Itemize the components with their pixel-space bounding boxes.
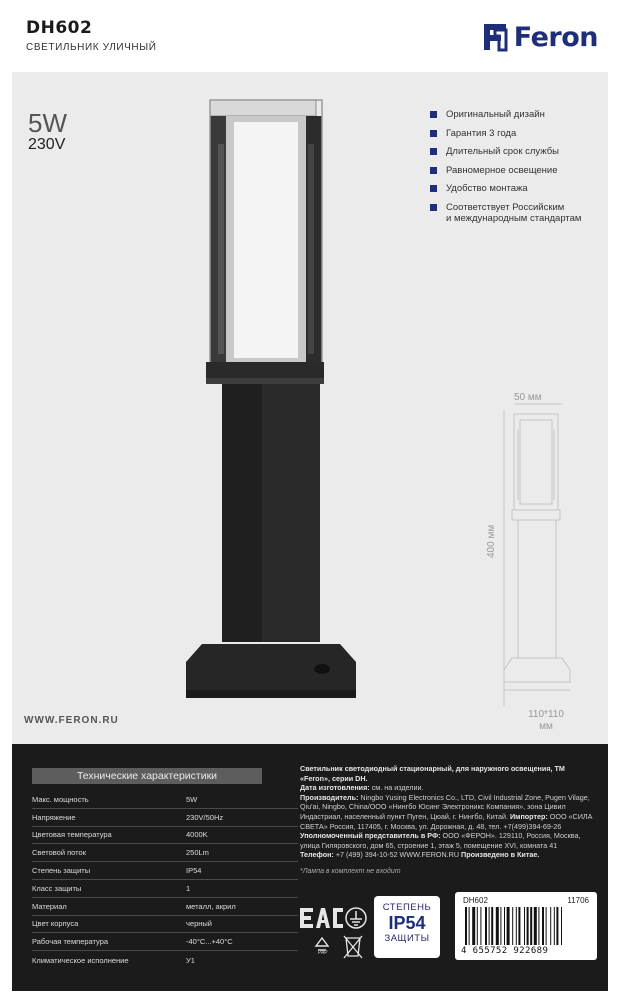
square-bullet-icon xyxy=(430,204,437,211)
bollard-lamp-image xyxy=(162,92,422,712)
spec-title: Технические характеристики xyxy=(32,768,262,784)
spec-row: Цветовая температура 4000K xyxy=(32,827,298,845)
barcode-label xyxy=(455,892,597,960)
barcode-number: 4 655752 922689 xyxy=(461,946,549,956)
barcode-model: DH602 xyxy=(463,896,488,905)
spec-table xyxy=(32,791,298,969)
wheelie-bin-crossed-icon xyxy=(344,936,362,958)
eac-mark-icon xyxy=(300,908,343,928)
barcode-image xyxy=(465,907,587,945)
brand-name: Feron xyxy=(513,21,598,53)
pap-label: PAP xyxy=(318,950,328,956)
spec-row: Напряжение 230V/50Hz xyxy=(32,809,298,827)
brand-logo xyxy=(481,20,598,54)
feature-item: Гарантия 3 года xyxy=(430,128,581,139)
feature-item: Соответствует Российским xyxy=(430,202,581,213)
square-bullet-icon xyxy=(430,130,437,137)
dimension-base: 110*110 мм xyxy=(528,709,564,732)
feature-list xyxy=(430,109,581,231)
dimension-drawing xyxy=(482,390,582,720)
website-link[interactable]: WWW.FERON.RU xyxy=(24,715,119,726)
dimension-height: 400 мм xyxy=(486,524,497,558)
feature-item: Оригинальный дизайн xyxy=(430,109,581,120)
spec-row: Климатическое исполнение У1 xyxy=(32,955,195,965)
feature-item-continued: и международным стандартам xyxy=(446,212,582,224)
spec-row: Рабочая температура -40°C...+40°C xyxy=(32,933,298,951)
product-panel xyxy=(12,72,608,744)
lamp-note: *Лампа в комплект не входит xyxy=(300,868,401,875)
model-title: DH602 xyxy=(26,18,93,38)
square-bullet-icon xyxy=(430,185,437,192)
spec-row: Цвет корпуса черный xyxy=(32,916,298,934)
product-subtitle: СВЕТИЛЬНИК УЛИЧНЫЙ xyxy=(26,42,157,53)
recycling-icon xyxy=(316,938,328,950)
dimension-width: 50 мм xyxy=(514,392,542,403)
voltage-rating: 230V xyxy=(28,136,66,153)
spec-row: Световой поток 250Lm xyxy=(32,844,298,862)
feature-item: Длительный срок службы xyxy=(430,146,581,157)
square-bullet-icon xyxy=(430,111,437,118)
spec-row: Материал металл, акрил xyxy=(32,898,298,916)
feature-item: Равномерное освещение xyxy=(430,165,581,176)
spec-row: Класс защиты 1 xyxy=(32,880,298,898)
certification-icons xyxy=(296,894,372,964)
barcode-article: 11706 xyxy=(567,896,589,905)
spec-section xyxy=(12,744,608,991)
header xyxy=(0,0,620,72)
square-bullet-icon xyxy=(430,148,437,155)
ip-rating-badge: СТЕПЕНЬ IP54 ЗАЩИТЫ xyxy=(374,896,440,958)
feron-logo-icon xyxy=(481,22,509,52)
square-bullet-icon xyxy=(430,167,437,174)
manufacturer-info: Светильник светодиодный стационарный, для наружного освещения, ТМ «Feron», серии DH. Дата изготовления: см. на изделии. Производитель: Ningbo Yusing Electronics Co., LTD, Civil Industrial Zone, Pugen Vilage, Qiu'ai, Ningbo, China/ООО «Нингбо Юсинг Электроникс Компания», зона Цивил Индастриал, населенный пункт Пуген, Цюай, г. Нингбо, Китай. Импортер: ООО «СИЛА СВЕТА» Россия, 117405, г. Москва, ул. Дорожная, д. 48, тел. +7(499)394-69-26 Уполномоченный представитель в РФ: ООО «ФЕРОН». 129110, Россия, Москва, улица Гиляровского, дом 65, строение 1, этаж 5, помещение XVI, комната 41 Телефон: +7 (499) 394-10-52 WWW.FERON.RU Произведено в Китае. xyxy=(300,764,593,860)
spec-row: Макс. мощность 5W xyxy=(32,791,298,809)
feature-item: Удобство монтажа xyxy=(430,183,581,194)
spec-row: Степень защиты IP54 xyxy=(32,862,298,880)
power-rating: 5W xyxy=(28,108,67,138)
